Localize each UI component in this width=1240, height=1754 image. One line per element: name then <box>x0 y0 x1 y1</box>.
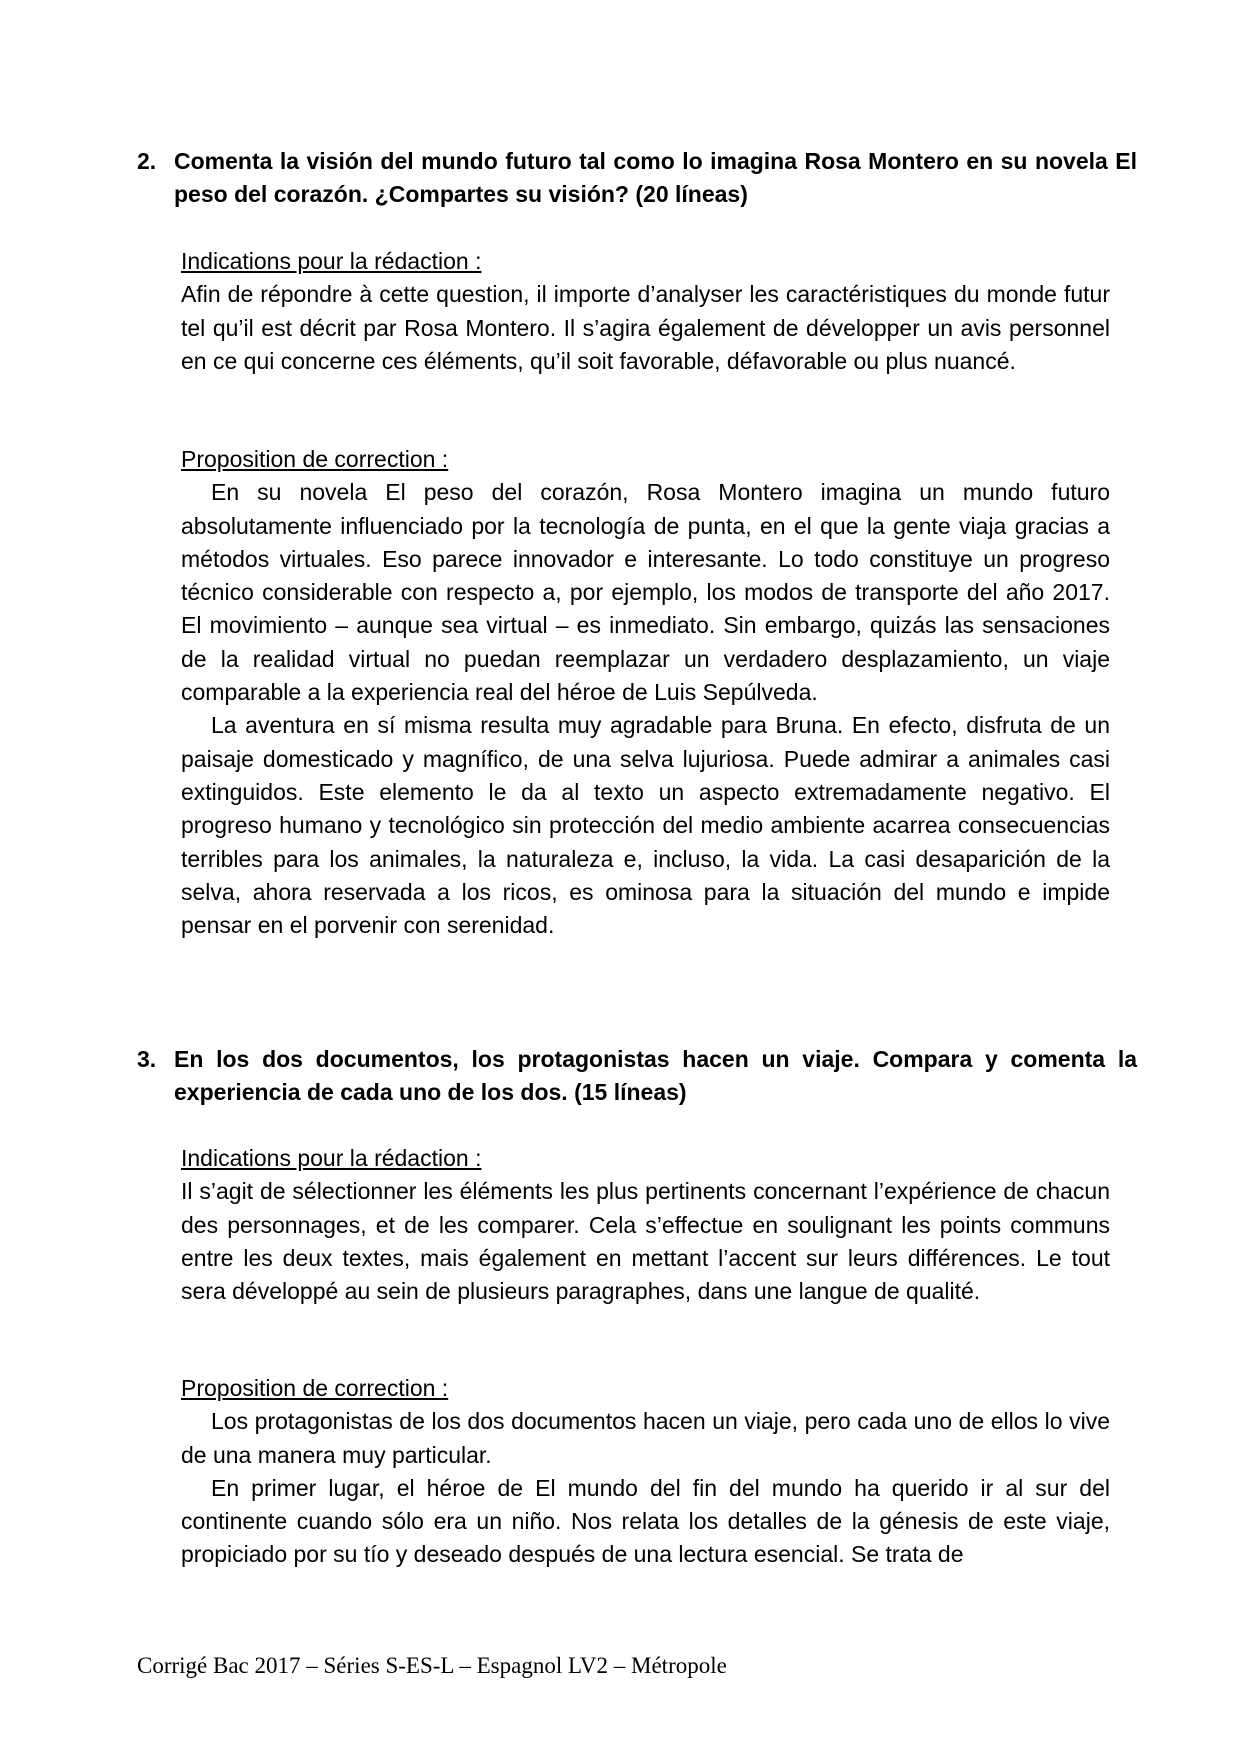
correction-paragraph: En primer lugar, el héroe de El mundo del fin del mundo ha querido ir al sur del continente cuando sólo era un niño. Nos relata los detalles de la génesis de este viaje, propiciado por su tío y deseado después de una lectura esencial. Se trata de <box>181 1474 1110 1568</box>
correction-paragraph: La aventura en sí misma resulta muy agradable para Bruna. En efecto, disfruta de un paisaje domesticado y magnífico, de una selva lujuriosa. Puede admirar a animales casi extinguidos. Este elemento le da al texto un aspecto extremadamente negativo. El progreso humano y tecnológico sin protección del medio ambiente acarrea consecuencias terribles para los animales, la naturaleza e, incluso, la vida. La casi desaparición de la selva, ahora reservada a los ricos, es ominosa para la situación del mundo e impide pensar en el porvenir con serenidad. <box>181 712 1110 939</box>
question-2 <box>137 145 1137 212</box>
correction-section <box>181 443 1110 942</box>
indications-heading: Indications pour la rédaction : <box>181 248 482 274</box>
question-3 <box>137 1043 1137 1110</box>
question-text: Comenta la visión del mundo futuro tal como lo imagina Rosa Montero en su novela El peso del corazón. ¿Compartes su visión? (20 líneas) <box>174 148 1137 208</box>
page-footer: Corrigé Bac 2017 – Séries S-ES-L – Espagnol LV2 – Métropole <box>137 1653 727 1678</box>
question-number: 3. <box>137 1046 157 1072</box>
correction-heading: Proposition de correction : <box>181 1375 449 1401</box>
correction-paragraph: En su novela El peso del corazón, Rosa Montero imagina un mundo futuro absolutamente influenciado por la tecnología de punta, en el que la gente viaja gracias a métodos virtuales. Eso parece innovador e interesante. Lo todo constituye un progreso técnico considerable con respecto a, por ejemplo, los modos de transporte del año 2017. El movimiento – aunque sea virtual – es inmediato. Sin embargo, quizás las sensaciones de la realidad virtual no puedan reemplazar un verdadero desplazamiento, un viaje comparable a la experiencia real del héroe de Luis Sepúlveda. <box>181 479 1110 706</box>
indications-text: Il s’agit de sélectionner les éléments les plus pertinents concernant l’expérience de chacun des personnages, et de les comparer. Cela s’effectue en soulignant les points communs entre les deux textes, mais également en mettant l’accent sur leurs différences. Le tout sera développé au sein de plusieurs paragraphes, dans une langue de qualité. <box>181 1178 1110 1305</box>
indications-text: Afin de répondre à cette question, il importe d’analyser les caractéristiques du monde futur tel qu’il est décrit par Rosa Montero. Il s’agira également de développer un avis personnel en ce qui concerne ces éléments, qu’il soit favorable, défavorable ou plus nuancé. <box>181 281 1110 374</box>
correction-section <box>181 1372 1110 1572</box>
question-text: En los dos documentos, los protagonistas hacen un viaje. Compara y comenta la experiencia de cada uno de los dos. (15 líneas) <box>174 1046 1137 1106</box>
question-number: 2. <box>137 148 157 174</box>
correction-paragraph: Los protagonistas de los dos documentos hacen un viaje, pero cada uno de ellos lo vive de una manera muy particular. <box>181 1408 1110 1468</box>
indications-heading: Indications pour la rédaction : <box>181 1145 482 1171</box>
indications-section <box>181 1142 1110 1308</box>
correction-heading: Proposition de correction : <box>181 446 449 472</box>
indications-section <box>181 245 1110 378</box>
